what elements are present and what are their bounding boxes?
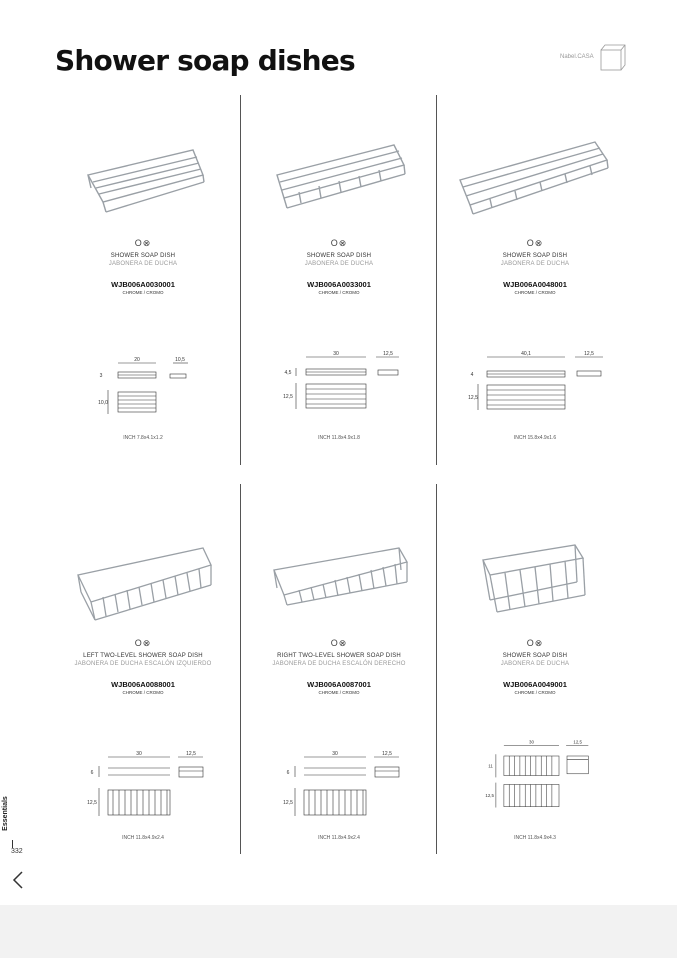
product-finish: CHROME / CROMO (514, 290, 556, 295)
material-icons: O⊗ (526, 238, 544, 248)
product-code: WJB006A0088001 (111, 680, 175, 689)
product-name-es: JABONERA DE DUCHA (500, 261, 570, 267)
dim-length: 12,5 (87, 800, 97, 806)
inch-dimensions: INCH 11.8x4.9x1.8 (318, 435, 360, 441)
dim-length: 12,5 (283, 800, 293, 806)
dim-depth: 12,5 (584, 351, 594, 357)
footer-bar (0, 905, 677, 958)
product-name-es: JABONERA DE DUCHA ESCALÓN IZQUIERDO (74, 661, 212, 667)
technical-drawing (239, 350, 439, 430)
dim-length: 12,5 (283, 394, 293, 400)
product-name-es: JABONERA DE DUCHA (304, 261, 374, 267)
dim-depth: 12,5 (186, 751, 196, 757)
technical-drawing (435, 350, 635, 430)
product-name-en: SHOWER SOAP DISH (502, 253, 568, 259)
dim-width: 40,1 (521, 351, 531, 357)
product-card (239, 530, 439, 850)
section-label-text: Essentials (1, 796, 9, 831)
dim-height: 4 (470, 372, 474, 378)
product-card (239, 130, 439, 450)
product-card (435, 130, 635, 450)
page-title: Shower soap dishes (55, 44, 355, 77)
dim-height: 11 (488, 763, 493, 769)
product-name-en: SHOWER SOAP DISH (502, 653, 568, 659)
page-number: 332 (11, 848, 23, 855)
product-name-en: RIGHT TWO-LEVEL SHOWER SOAP DISH (277, 653, 401, 659)
product-card (43, 530, 243, 850)
product-photo (239, 130, 439, 250)
product-finish: CHROME / CROMO (514, 690, 556, 695)
dim-depth: 12,5 (382, 751, 392, 757)
dim-height: 3 (99, 373, 103, 379)
product-name-es: JABONERA DE DUCHA ESCALÓN DERECHO (272, 661, 406, 667)
material-icons: O⊗ (526, 638, 544, 648)
dim-depth: 10,5 (175, 357, 185, 363)
product-name-en: SHOWER SOAP DISH (306, 253, 372, 259)
material-icons: O⊗ (134, 638, 152, 648)
dim-width: 30 (136, 751, 142, 757)
product-code: WJB006A0030001 (111, 280, 175, 289)
product-finish: CHROME / CROMO (122, 690, 164, 695)
inch-dimensions: INCH 11.8x4.9x2.4 (122, 835, 164, 841)
technical-drawing (43, 355, 243, 435)
product-code: WJB006A0049001 (503, 680, 567, 689)
product-finish: CHROME / CROMO (122, 290, 164, 295)
dim-depth: 12,5 (383, 351, 393, 357)
dim-height: 6 (286, 770, 290, 776)
dim-height: 6 (90, 770, 94, 776)
product-code: WJB006A0087001 (307, 680, 371, 689)
product-name-es: JABONERA DE DUCHA (108, 261, 178, 267)
product-finish: CHROME / CROMO (318, 690, 360, 695)
material-icons: O⊗ (330, 638, 348, 648)
product-name-en: LEFT TWO-LEVEL SHOWER SOAP DISH (83, 653, 203, 659)
product-name-en: SHOWER SOAP DISH (110, 253, 176, 259)
product-code: WJB006A0048001 (503, 280, 567, 289)
section-label (1, 792, 20, 840)
product-card (435, 530, 635, 850)
product-photo (43, 530, 243, 650)
section-divider (12, 840, 13, 848)
product-finish: CHROME / CROMO (318, 290, 360, 295)
product-card (43, 130, 243, 450)
dim-width: 30 (528, 740, 534, 745)
product-photo (239, 530, 439, 650)
inch-dimensions: INCH 11.8x4.9x4.3 (514, 835, 556, 841)
chevron-left-icon[interactable] (8, 868, 28, 892)
brand-logo-text: Nabel.CASA (560, 54, 594, 60)
material-icons: O⊗ (330, 238, 348, 248)
product-code: WJB006A0033001 (307, 280, 371, 289)
product-name-es: JABONERA DE DUCHA (500, 661, 570, 667)
technical-drawing (239, 750, 439, 830)
technical-drawing (435, 740, 635, 820)
product-photo (435, 130, 635, 250)
dim-width: 30 (333, 351, 339, 357)
dim-width: 20 (134, 357, 140, 363)
dim-length: 10,0 (98, 400, 108, 406)
cube-outline-icon (597, 42, 627, 72)
material-icons: O⊗ (134, 238, 152, 248)
product-photo (43, 130, 243, 250)
dim-length: 12,5 (468, 395, 478, 401)
technical-drawing (43, 750, 243, 830)
inch-dimensions: INCH 11.8x4.9x2.4 (318, 835, 360, 841)
dim-width: 30 (332, 751, 338, 757)
inch-dimensions: INCH 7.8x4.1x1.2 (123, 435, 163, 441)
product-photo (435, 530, 635, 650)
dim-height: 4,5 (284, 370, 292, 376)
inch-dimensions: INCH 15.8x4.9x1.6 (513, 435, 557, 441)
dim-length: 12,5 (485, 792, 494, 798)
dim-depth: 12,5 (573, 740, 582, 745)
